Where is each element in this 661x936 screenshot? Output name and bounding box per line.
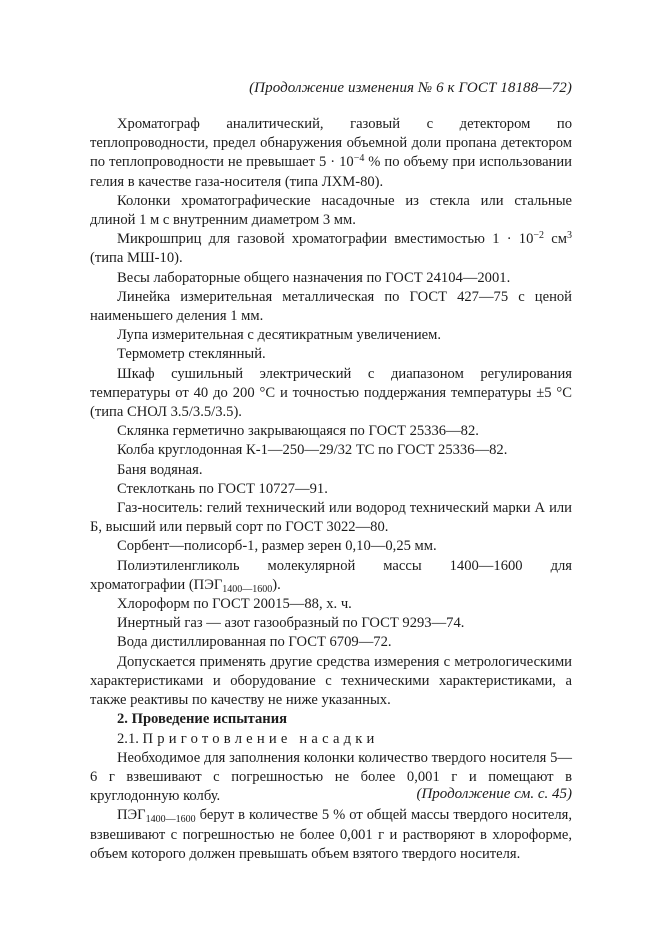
section-heading: 2. Проведение испытания	[117, 711, 288, 728]
paragraph	[90, 557, 572, 595]
superscript: −4	[353, 153, 365, 165]
paragraph: Лупа измерительная с десятикратным увеличением.	[117, 327, 441, 344]
paragraph: Линейка измерительная металлическая по ГОСТ 427—75 с ценой наименьшего деления 1 мм.	[90, 288, 572, 325]
paragraph: Сорбент—полисорб-1, размер зерен 0,10—0,25 мм.	[117, 538, 437, 555]
paragraph-text: % по объему при использовании гелия в качестве газа-носителя (типа ЛХМ-80).	[90, 154, 572, 190]
paragraph: Колба круглодонная К-1—250—29/32 ТС по ГОСТ 25336—82.	[117, 442, 508, 459]
paragraph: Инертный газ — азот газообразный по ГОСТ 9293—74.	[117, 615, 465, 632]
paragraph: Необходимое для заполнения колонки количество твердого носителя 5—6 г взвешивают с погрешностью не более 0,001 г и помещают в круглодонную колбу.	[90, 749, 572, 805]
superscript: −2	[533, 230, 545, 242]
paragraph: Колонки хроматографические насадочные из стекла или стальные длиной 1 м с внутренним диаметром 3 мм.	[90, 192, 572, 229]
paragraph-text: Полиэтиленгликоль молекулярной массы 1400—1600 для хроматографии (ПЭГ	[90, 557, 572, 593]
superscript: 3	[567, 230, 572, 242]
paragraph: Склянка герметично закрывающаяся по ГОСТ 25336—82.	[117, 423, 479, 440]
paragraph-text: Микрошприц для газовой хроматографии вместимостью 1 · 10	[117, 231, 534, 248]
page-footer: (Продолжение см. с. 45)	[416, 786, 572, 802]
subsection-heading	[90, 730, 572, 749]
paragraph-text: см	[544, 231, 567, 248]
subscript: 1400—1600	[145, 814, 196, 826]
subsection-title: Приготовление насадки	[142, 730, 379, 747]
paragraph	[90, 115, 572, 192]
document-body	[90, 115, 572, 864]
paragraph: Термометр стеклянный.	[117, 346, 266, 363]
paragraph-text: ПЭГ	[117, 807, 146, 824]
paragraph-text: берут в количестве 5 % от общей массы твердого носителя, взвешивают с погрешностью не более 0,001 г и растворяют в хлороформе, объем которого должен превышать объем взятого твердого носителя.	[90, 807, 572, 862]
paragraph: Газ-носитель: гелий технический или водород технический марки А или Б, высший или первый сорт по ГОСТ 3022—80.	[90, 500, 572, 536]
paragraph: Вода дистиллированная по ГОСТ 6709—72.	[117, 634, 392, 651]
paragraph: Весы лабораторные общего назначения по ГОСТ 24104—2001.	[117, 269, 511, 286]
paragraph	[90, 806, 572, 864]
paragraph: Шкаф сушильный электрический с диапазоном регулирования температуры от 40 до 200 °С и точностью поддержания температуры ±5 °С (типа СНОЛ 3.5/3.5/3.5).	[90, 365, 572, 421]
paragraph: Стеклоткань по ГОСТ 10727—91.	[117, 480, 328, 497]
subsection-number: 2.1.	[117, 730, 143, 747]
subscript: 1400—1600	[222, 583, 273, 595]
page-header: (Продолжение изменения № 6 к ГОСТ 18188—72)	[249, 80, 572, 96]
paragraph-text: (типа МШ-10).	[90, 250, 183, 267]
paragraph	[90, 230, 572, 268]
paragraph: Хлороформ по ГОСТ 20015—88, х. ч.	[117, 596, 352, 613]
paragraph-text: Хроматограф аналитический, газовый с детектором по теплопроводности, предел обнаружения объемной доли пропана детектором по теплопроводности не превышает 5 · 10	[90, 116, 572, 171]
paragraph-text: ).	[272, 576, 281, 593]
paragraph: Баня водяная.	[117, 461, 203, 478]
paragraph: Допускается применять другие средства измерения с метрологическими характеристиками и оборудование с техническими характеристиками, а также реактивы по качеству не ниже указанных.	[90, 653, 572, 709]
